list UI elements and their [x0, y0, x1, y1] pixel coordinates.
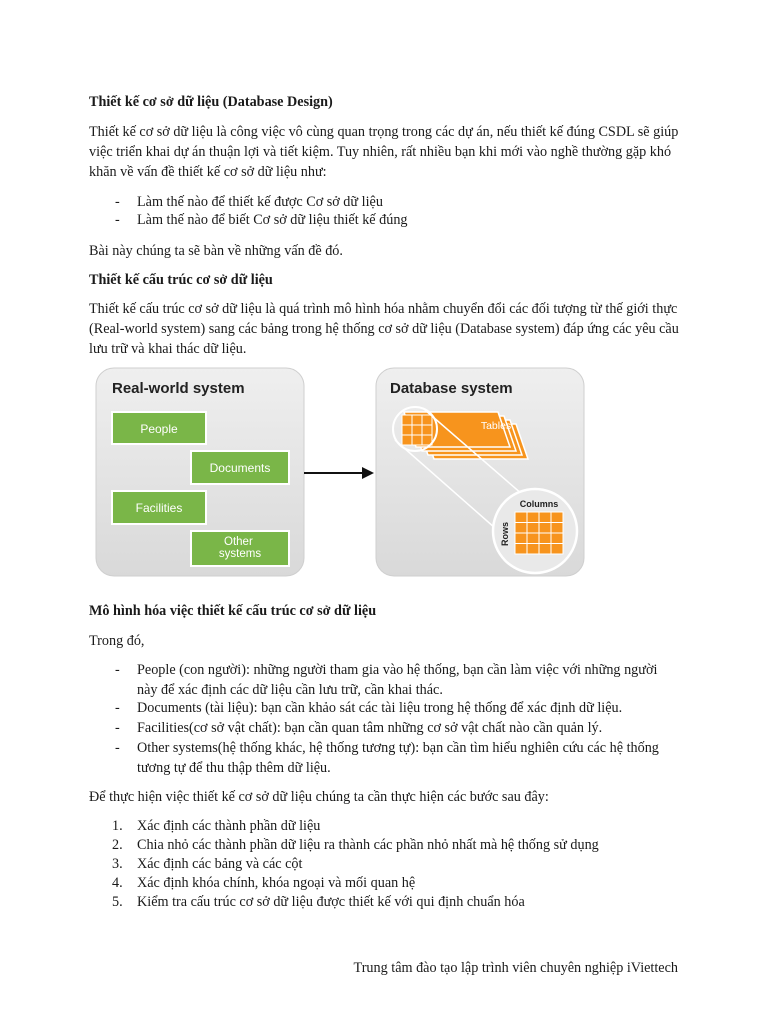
other-systems-box — [191, 531, 289, 566]
step-item: Kiểm tra cấu trúc cơ sở dữ liệu được thiết kế với qui định chuẩn hóa — [137, 894, 525, 910]
other-systems-label — [219, 536, 261, 560]
documents-label: Documents — [209, 461, 271, 475]
database-design-diagram — [90, 363, 590, 581]
step-number: 4. — [112, 875, 123, 891]
bullet-other-systems: Other systems(hệ thống khác, hệ thống tương tự): bạn cần tìm hiểu nghiên cứu các hệ thống tương tự để thu thập thêm dữ liệu. — [137, 740, 659, 776]
bullet-item: Làm thế nào để biết Cơ sở dữ liệu thiết kế đúng — [137, 212, 408, 228]
step-item: Chia nhỏ các thành phần dữ liệu ra thành các phần nhỏ nhất mà hệ thống sử dụng — [137, 837, 599, 853]
step-number: 1. — [112, 818, 123, 834]
page-footer: Trung tâm đào tạo lập trình viên chuyên nghiệp iViettech — [353, 960, 678, 976]
rows-label: Rows — [500, 521, 510, 547]
facilities-label: Facilities — [135, 501, 183, 515]
documents-box — [191, 451, 289, 484]
step-item: Xác định các bảng và các cột — [137, 856, 303, 872]
real-world-title: Real-world system — [112, 380, 245, 397]
bullet-marker: - — [115, 720, 120, 736]
paragraph: Bài này chúng ta sẽ bàn về những vấn đề đó. — [89, 243, 343, 259]
paragraph-trong-do: Trong đó, — [89, 633, 145, 649]
columns-rows-grid — [515, 512, 563, 554]
steps-intro: Để thực hiện việc thiết kế cơ sở dữ liệu chúng ta cần thực hiện các bước sau đây: — [89, 789, 549, 805]
step-number: 3. — [112, 856, 123, 872]
bullet-marker: - — [115, 212, 120, 228]
bullet-documents: Documents (tài liệu): bạn cần khảo sát các tài liệu trong hệ thống để xác định dữ liệu. — [137, 700, 623, 716]
step-item: Xác định khóa chính, khóa ngoại và mối quan hệ — [137, 875, 416, 891]
step-item: Xác định các thành phần dữ liệu — [137, 818, 321, 834]
diagram-caption: Mô hình hóa việc thiết kế cấu trúc cơ sở dữ liệu — [89, 603, 377, 619]
other-systems-line1: Other — [224, 536, 253, 548]
facilities-box — [112, 491, 206, 524]
step-number: 2. — [112, 837, 123, 853]
arrow-head — [362, 467, 374, 479]
structure-paragraph: Thiết kế cấu trúc cơ sở dữ liệu là quá trình mô hình hóa nhằm chuyển đổi các đối tượng từ thế giới thực (Real-world system) sang các bảng trong hệ thống cơ sở dữ liệu (Database system) đáp ứng các yêu cầu lưu trữ và khai thác dữ liệu. — [89, 301, 679, 357]
bullet-marker: - — [115, 194, 120, 210]
bullet-marker: - — [115, 700, 120, 716]
tables-label: Tables — [480, 420, 512, 432]
bullet-facilities: Facilities(cơ sở vật chất): bạn cần quan tâm những cơ sở vật chất nào cần quản lý. — [137, 720, 603, 736]
heading-structure-design: Thiết kế cấu trúc cơ sở dữ liệu — [89, 272, 273, 288]
intro-paragraph: Thiết kế cơ sở dữ liệu là công việc vô cùng quan trọng trong các dự án, nếu thiết kế đúng CSDL sẽ giúp việc triển khai dự án thuận lợi và tiết kiệm. Tuy nhiên, rất nhiều bạn khi mới vào nghề thường gặp khó khăn về vấn đề thiết kế cơ sở dữ liệu như: — [89, 124, 679, 180]
people-label: People — [140, 422, 178, 436]
bullet-item: Làm thế nào để thiết kế được Cơ sở dữ liệu — [137, 194, 383, 210]
other-systems-line2: systems — [218, 548, 262, 560]
step-number: 5. — [112, 894, 123, 910]
columns-label: Columns — [519, 499, 559, 509]
heading-database-design: Thiết kế cơ sở dữ liệu (Database Design) — [89, 94, 333, 110]
bullet-marker: - — [115, 740, 120, 756]
bullet-marker: - — [115, 662, 120, 678]
bullet-people: People (con người): những người tham gia vào hệ thống, bạn cần làm việc với những người này để xác định các dữ liệu cần lưu trữ, cần khai thác. — [137, 662, 658, 698]
people-box — [112, 412, 206, 444]
database-title: Database system — [390, 380, 513, 397]
